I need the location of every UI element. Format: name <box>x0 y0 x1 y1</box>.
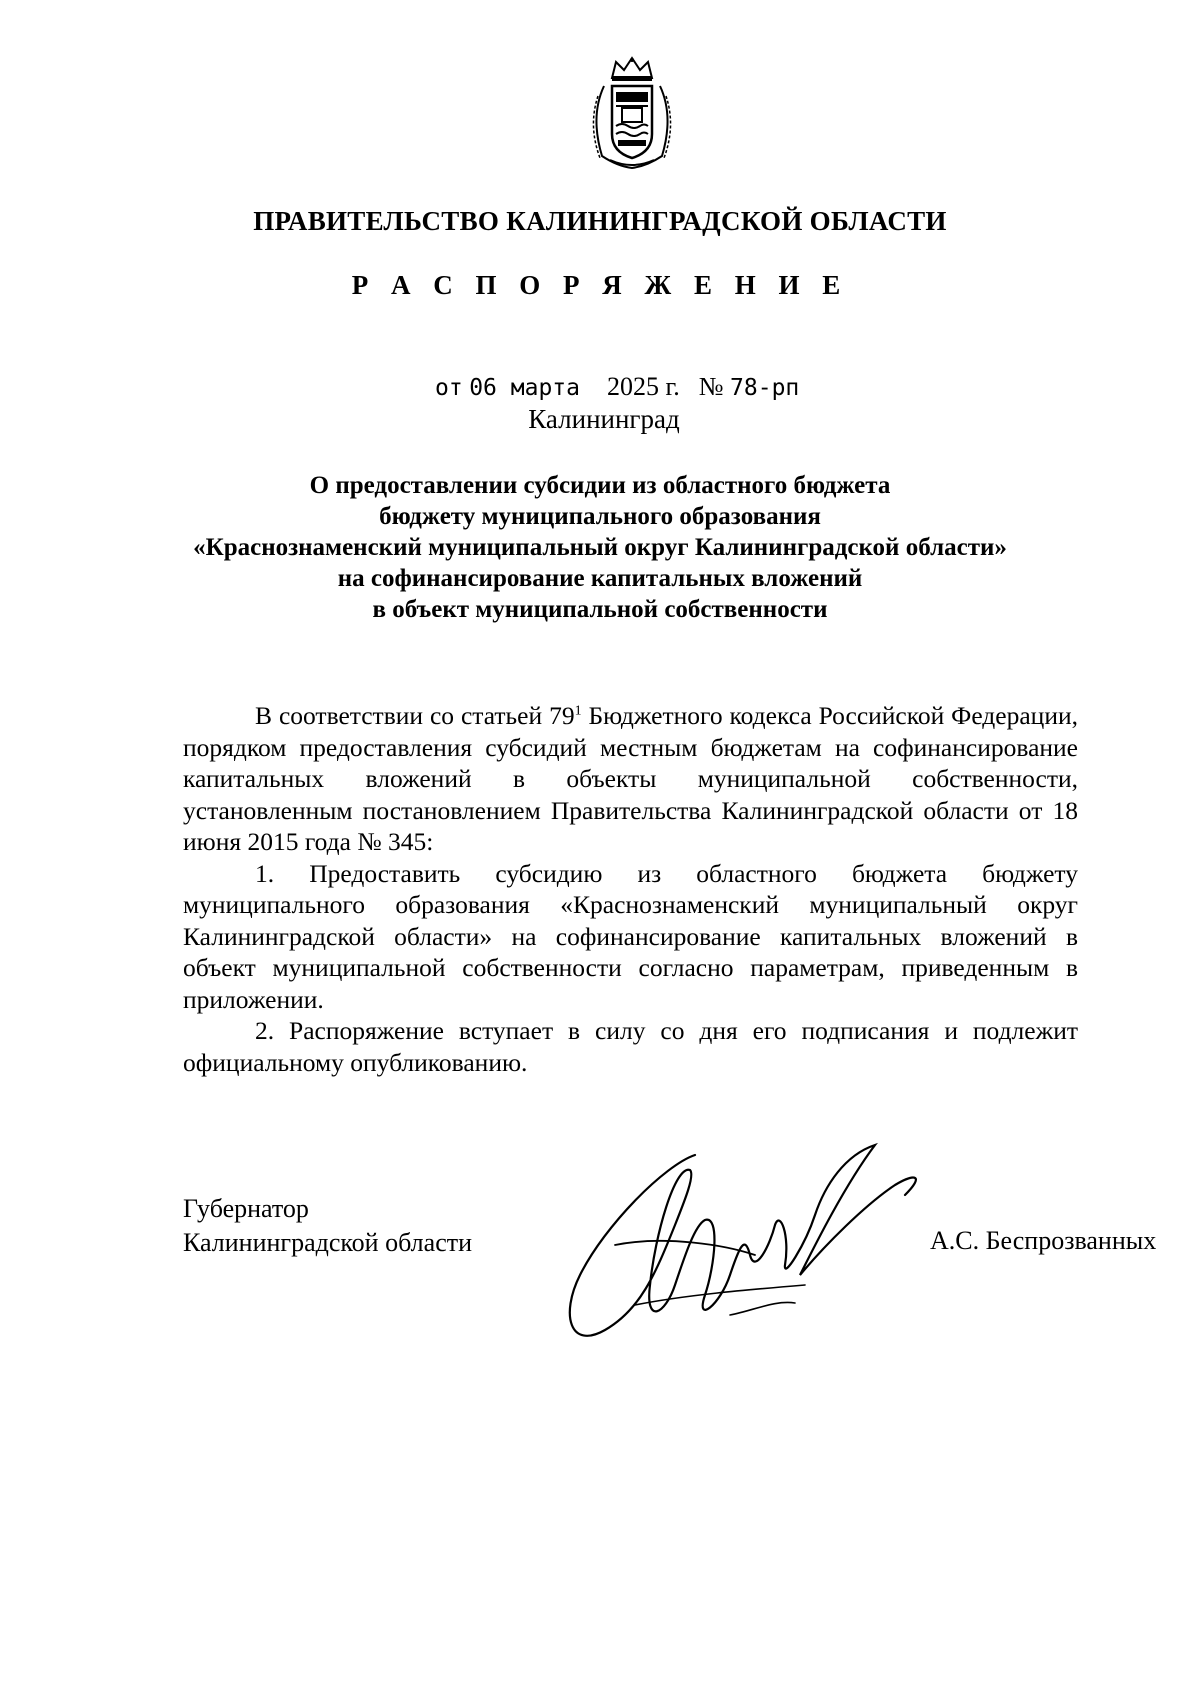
intro-text-end: Бюджетного кодекса Российской Федерации, порядком предоставления субсидий местным бюджетам на софинансирование капитальных вложений в объекты муниципальной собственности, установленным постановлением Правительства Калининградской области от 18 июня 2015 года № 345: <box>183 701 1078 856</box>
document-title <box>150 470 1050 625</box>
intro-paragraph <box>183 700 1078 858</box>
document-date-number <box>435 372 799 402</box>
date-prefix: от <box>435 375 463 401</box>
item-1-paragraph: 1. Предоставить субсидию из областного бюджета бюджету муниципального образования «Краснознаменский муниципальный округ Калининградской области» на софинансирование капитальных вложений в объект муниципальной собственности согласно параметрам, приведенным в приложении. <box>183 858 1078 1014</box>
title-line: бюджету муниципального образования <box>379 503 821 530</box>
organization-name: ПРАВИТЕЛЬСТВО КАЛИНИНГРАДСКОЙ ОБЛАСТИ <box>253 206 947 236</box>
title-line: на софинансирование капитальных вложений <box>337 565 863 592</box>
handwritten-signature <box>545 1125 945 1355</box>
title-line: «Краснознаменский муниципальный округ Калининградской области» <box>193 534 1007 561</box>
position-line-2: Калининградской области <box>183 1228 473 1257</box>
signatory-name: А.С. Беспрозванных <box>930 1226 1157 1255</box>
title-line: О предоставлении субсидии из областного бюджета <box>309 472 891 499</box>
signatory-position <box>183 1192 472 1260</box>
intro-text-start: В соответствии со статьей 79 <box>255 701 575 730</box>
date-day-month: 06 марта <box>469 375 580 401</box>
coat-of-arms-emblem <box>582 56 682 172</box>
document-number: 78-рп <box>730 375 800 401</box>
document-body <box>183 700 1078 1078</box>
city: Калининград <box>528 404 680 434</box>
number-sign: № <box>698 372 724 401</box>
document-type: Р А С П О Р Я Ж Е Н И Е <box>351 270 849 300</box>
date-year: 2025 г. <box>606 372 680 401</box>
item-2-paragraph: 2. Распоряжение вступает в силу со дня его подписания и подлежит официальному опубликованию. <box>183 1016 1078 1077</box>
position-line-1: Губернатор <box>183 1194 309 1223</box>
article-superscript: 1 <box>574 703 582 719</box>
title-line: в объект муниципальной собственности <box>372 596 828 623</box>
